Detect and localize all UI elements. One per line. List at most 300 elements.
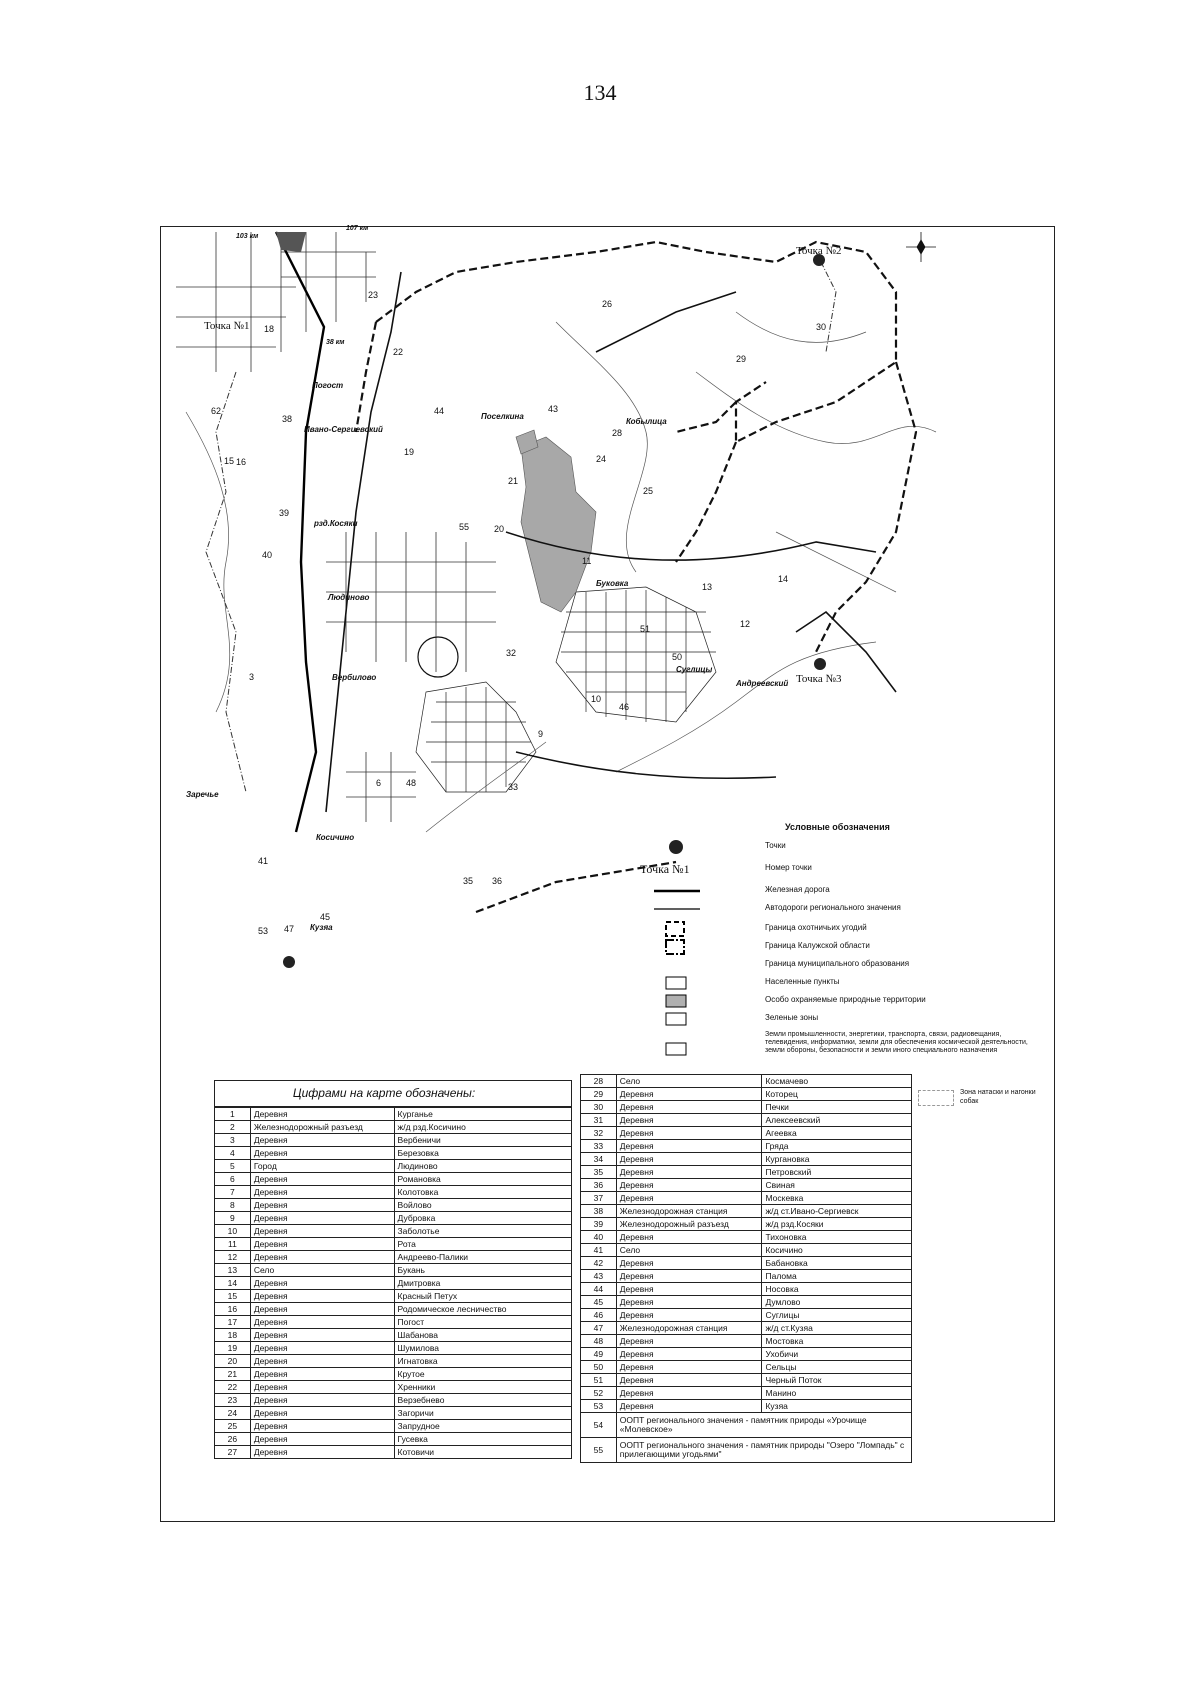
row-number-cell: 36 (581, 1179, 617, 1192)
name-cell: ж/д рзд.Косичино (394, 1121, 571, 1134)
type-cell: Деревня (250, 1329, 394, 1342)
name-cell: Колотовка (394, 1186, 571, 1199)
map-number: 41 (258, 856, 269, 866)
row-number-cell: 32 (581, 1127, 617, 1140)
row-number-cell: 35 (581, 1166, 617, 1179)
table-row (581, 1438, 912, 1463)
row-number-cell: 23 (215, 1394, 251, 1407)
map-number: 3 (249, 672, 255, 682)
table-row (215, 1329, 572, 1342)
row-number-cell: 12 (215, 1251, 251, 1264)
table-row (215, 1277, 572, 1290)
name-cell: Агеевка (762, 1127, 912, 1140)
type-cell: Деревня (250, 1199, 394, 1212)
name-cell: Шабанова (394, 1329, 571, 1342)
legend-row (640, 900, 1040, 918)
legend-row (640, 992, 1040, 1010)
name-cell: Косичино (762, 1244, 912, 1257)
row-number-cell: 45 (581, 1296, 617, 1309)
type-cell: Деревня (616, 1127, 762, 1140)
name-cell: Москевка (762, 1192, 912, 1205)
type-cell: Деревня (616, 1270, 762, 1283)
type-cell: Деревня (616, 1153, 762, 1166)
legend-label: Железная дорога (765, 885, 830, 894)
row-number-cell: 1 (215, 1108, 251, 1121)
railway (276, 232, 324, 832)
place-label: Заречье (186, 790, 219, 799)
map-number: 22 (393, 347, 404, 357)
point-label-2: Точка №2 (796, 245, 842, 257)
type-cell: Деревня (250, 1316, 394, 1329)
hunting-border-line (640, 920, 700, 938)
row-number-cell: 54 (581, 1413, 617, 1438)
table-row (215, 1264, 572, 1277)
table-row (581, 1075, 912, 1088)
table-row (581, 1296, 912, 1309)
protected-area (516, 430, 596, 612)
map-number: 35 (463, 876, 474, 886)
row-number-cell: 19 (215, 1342, 251, 1355)
settlement-box (640, 974, 700, 992)
row-number-cell: 27 (215, 1446, 251, 1459)
place-label: Погост (312, 381, 344, 390)
table-row (581, 1088, 912, 1101)
table-row (581, 1231, 912, 1244)
place-label: Кобылица (626, 417, 667, 426)
type-cell: Деревня (250, 1303, 394, 1316)
row-number-cell: 3 (215, 1134, 251, 1147)
row-number-cell: 11 (215, 1238, 251, 1251)
map-number: 36 (492, 876, 503, 886)
type-cell: Деревня (250, 1394, 394, 1407)
map-number: 30 (816, 322, 827, 332)
place-label: Людиново (328, 593, 370, 602)
type-cell: Деревня (250, 1407, 394, 1420)
type-cell: Деревня (616, 1166, 762, 1179)
legend-label: Точки (765, 841, 786, 850)
table-row (215, 1420, 572, 1433)
type-cell: Деревня (616, 1361, 762, 1374)
table-row (581, 1101, 912, 1114)
row-number-cell: 26 (215, 1433, 251, 1446)
legend-row (640, 938, 1040, 956)
row-number-cell: 9 (215, 1212, 251, 1225)
table-row (581, 1218, 912, 1231)
table-row (581, 1166, 912, 1179)
legend-label: Населенные пункты (765, 977, 840, 986)
legend-label: Граница муниципального образования (765, 959, 910, 968)
table-row (215, 1108, 572, 1121)
table-row (215, 1199, 572, 1212)
map-number: 16 (236, 457, 247, 467)
table-row (581, 1335, 912, 1348)
place-label: Суглицы (676, 665, 713, 674)
map-number: 50 (672, 652, 683, 662)
table-caption: Цифрами на карте обозначены: (292, 1086, 476, 1100)
type-cell: Деревня (250, 1186, 394, 1199)
type-cell: Деревня (616, 1114, 762, 1127)
name-cell: Хренники (394, 1381, 571, 1394)
type-cell: Деревня (250, 1147, 394, 1160)
name-cell: ж/д ст.Кузяа (762, 1322, 912, 1335)
type-cell: Деревня (616, 1387, 762, 1400)
row-number-cell: 25 (215, 1420, 251, 1433)
type-cell: Деревня (250, 1368, 394, 1381)
table-row (581, 1413, 912, 1438)
name-cell: Мостовка (762, 1335, 912, 1348)
type-cell: Деревня (616, 1296, 762, 1309)
table-row (215, 1212, 572, 1225)
name-cell: Палома (762, 1270, 912, 1283)
regional-road-line (640, 900, 700, 918)
point-dot-icon (640, 838, 700, 856)
legend-label: Автодороги регионального значения (765, 903, 901, 912)
type-cell: Деревня (616, 1257, 762, 1270)
table-row (581, 1127, 912, 1140)
row-number-cell: 10 (215, 1225, 251, 1238)
name-cell: Гусевка (394, 1433, 571, 1446)
map-number: 55 (459, 522, 470, 532)
name-cell: Вербеничи (394, 1134, 571, 1147)
legend-row (640, 838, 1040, 856)
point-dot-icon (814, 658, 826, 670)
municipal-border-line (640, 956, 700, 974)
type-cell: Деревня (250, 1225, 394, 1238)
type-cell: Деревня (250, 1420, 394, 1433)
type-cell: Деревня (250, 1134, 394, 1147)
map-number: 12 (740, 619, 751, 629)
table-row (215, 1316, 572, 1329)
map-number: 51 (640, 624, 651, 634)
place-label: Андреевский (736, 679, 789, 688)
name-cell: ж/д ст.Ивано-Сергиевск (762, 1205, 912, 1218)
place-label: Косичино (316, 833, 355, 842)
legend-row (640, 860, 1040, 878)
name-cell: Дубровка (394, 1212, 571, 1225)
name-cell: Романовка (394, 1173, 571, 1186)
name-cell: Шумилова (394, 1342, 571, 1355)
name-cell: Крутое (394, 1368, 571, 1381)
type-cell: Деревня (616, 1348, 762, 1361)
row-number-cell: 52 (581, 1387, 617, 1400)
legend-label: Граница Калужской области (765, 941, 870, 950)
legend-label: Номер точки (765, 863, 812, 872)
name-cell: Кургановка (762, 1153, 912, 1166)
legend-table-right (580, 1074, 912, 1463)
row-number-cell: 6 (215, 1173, 251, 1186)
name-cell: Войлово (394, 1199, 571, 1212)
name-cell: Думлово (762, 1296, 912, 1309)
legend-label: Земли промышленности, энергетики, транспорта, связи, радиовещания, телевидения, информатики, земли для обеспечения космической деятельности, земли обороны, безопасности и земли иного специального назначения (765, 1031, 1028, 1054)
type-cell: Железнодорожная станция (616, 1205, 762, 1218)
name-cell: Печки (762, 1101, 912, 1114)
place-label: Вербилово (332, 673, 377, 682)
row-number-cell: 28 (581, 1075, 617, 1088)
table-row (215, 1303, 572, 1316)
map-number: 25 (643, 486, 654, 496)
map-number: 33 (508, 782, 519, 792)
type-cell: Железнодорожный разъезд (250, 1121, 394, 1134)
name-cell: Верзебнево (394, 1394, 571, 1407)
row-number-cell: 13 (215, 1264, 251, 1277)
table-row (581, 1400, 912, 1413)
row-number-cell: 41 (581, 1244, 617, 1257)
point-number-sample: Точка №1 (640, 862, 690, 876)
table-row (581, 1153, 912, 1166)
row-number-cell: 24 (215, 1407, 251, 1420)
table-row (581, 1140, 912, 1153)
table-row (215, 1134, 572, 1147)
table-row (581, 1205, 912, 1218)
name-cell: Загоричи (394, 1407, 571, 1420)
row-number-cell: 51 (581, 1374, 617, 1387)
legend-row (640, 956, 1040, 974)
table-row (215, 1407, 572, 1420)
row-number-cell: 47 (581, 1322, 617, 1335)
type-cell: Деревня (250, 1108, 394, 1121)
compass-icon (906, 232, 936, 262)
type-cell: Деревня (250, 1446, 394, 1459)
map-number: 40 (262, 550, 273, 560)
row-number-cell: 22 (215, 1381, 251, 1394)
name-cell: Андреево-Палики (394, 1251, 571, 1264)
map-number: 19 (404, 447, 415, 457)
row-number-cell: 44 (581, 1283, 617, 1296)
extra-legend-label: Зона натаски и нагонки собак (960, 1089, 1036, 1105)
map-number: 62 (211, 406, 222, 416)
legend-row (640, 882, 1040, 900)
dog-training-zone-icon (918, 1090, 954, 1106)
type-cell: Город (250, 1160, 394, 1173)
type-cell: Деревня (616, 1179, 762, 1192)
regional-roads (326, 272, 896, 812)
name-cell: Погост (394, 1316, 571, 1329)
table-row (581, 1387, 912, 1400)
legend-label: Зеленые зоны (765, 1013, 819, 1022)
table-row (581, 1283, 912, 1296)
type-cell: Деревня (250, 1277, 394, 1290)
row-number-cell: 4 (215, 1147, 251, 1160)
type-cell: Деревня (616, 1309, 762, 1322)
type-cell: Деревня (250, 1251, 394, 1264)
table-row (215, 1121, 572, 1134)
table-row (215, 1290, 572, 1303)
type-cell: Деревня (250, 1238, 394, 1251)
row-number-cell: 43 (581, 1270, 617, 1283)
map-number: 24 (596, 454, 607, 464)
table-row (581, 1257, 912, 1270)
name-cell: Рота (394, 1238, 571, 1251)
table-row (581, 1361, 912, 1374)
row-number-cell: 53 (581, 1400, 617, 1413)
legend-table-left (214, 1107, 572, 1459)
km-label: 107 км (346, 225, 369, 232)
legend-row (640, 1028, 1040, 1068)
name-cell: Петровский (762, 1166, 912, 1179)
name-cell: Гряда (762, 1140, 912, 1153)
name-cell: Запрудное (394, 1420, 571, 1433)
map-number: 45 (320, 912, 331, 922)
table-row (215, 1225, 572, 1238)
name-cell: Алексеевский (762, 1114, 912, 1127)
map-number: 28 (612, 428, 623, 438)
legend-row (640, 1010, 1040, 1028)
legend-row (640, 974, 1040, 992)
map-number: 39 (279, 508, 290, 518)
table-row (581, 1244, 912, 1257)
table-row (581, 1322, 912, 1335)
name-cell: Букань (394, 1264, 571, 1277)
row-number-cell: 39 (581, 1218, 617, 1231)
row-number-cell: 16 (215, 1303, 251, 1316)
page-number: 134 (583, 80, 617, 105)
row-number-cell: 37 (581, 1192, 617, 1205)
type-cell: Деревня (616, 1192, 762, 1205)
table-row (581, 1348, 912, 1361)
point-label-3: Точка №3 (796, 673, 842, 685)
type-cell: Деревня (250, 1290, 394, 1303)
description-cell: ООПТ регионального значения - памятник природы «Урочище «Молевское» (616, 1413, 911, 1438)
row-number-cell: 55 (581, 1438, 617, 1463)
type-cell: Деревня (250, 1342, 394, 1355)
row-number-cell: 49 (581, 1348, 617, 1361)
name-cell: Тихоновка (762, 1231, 912, 1244)
name-cell: Которец (762, 1088, 912, 1101)
map-number: 38 (282, 414, 293, 424)
row-number-cell: 29 (581, 1088, 617, 1101)
table-row (215, 1446, 572, 1459)
name-cell: Заболотье (394, 1225, 571, 1238)
lake-circle (418, 637, 458, 677)
map-number: 47 (284, 924, 295, 934)
name-cell: Суглицы (762, 1309, 912, 1322)
point-dot-icon (283, 956, 295, 968)
row-number-cell: 7 (215, 1186, 251, 1199)
map-number: 15 (224, 456, 235, 466)
row-number-cell: 18 (215, 1329, 251, 1342)
row-number-cell: 48 (581, 1335, 617, 1348)
row-number-cell: 34 (581, 1153, 617, 1166)
table-row (215, 1238, 572, 1251)
name-cell: Котовичи (394, 1446, 571, 1459)
map-number: 21 (508, 476, 519, 486)
row-number-cell: 50 (581, 1361, 617, 1374)
row-number-cell: 5 (215, 1160, 251, 1173)
row-number-cell: 40 (581, 1231, 617, 1244)
name-cell: Космачево (762, 1075, 912, 1088)
map-number: 46 (619, 702, 630, 712)
name-cell: Курганье (394, 1108, 571, 1121)
row-number-cell: 42 (581, 1257, 617, 1270)
type-cell: Деревня (616, 1283, 762, 1296)
row-number-cell: 17 (215, 1316, 251, 1329)
type-cell: Село (250, 1264, 394, 1277)
type-cell: Деревня (250, 1381, 394, 1394)
name-cell: Родомическое лесничество (394, 1303, 571, 1316)
map-number: 23 (368, 290, 379, 300)
table-row (581, 1374, 912, 1387)
name-cell: Кузяа (762, 1400, 912, 1413)
place-label: Кузяа (310, 923, 333, 932)
row-number-cell: 33 (581, 1140, 617, 1153)
type-cell: Деревня (616, 1400, 762, 1413)
type-cell: Деревня (616, 1231, 762, 1244)
km-label: 103 км (236, 233, 259, 240)
settlement-area (416, 587, 716, 792)
table-row (215, 1173, 572, 1186)
map-number: 53 (258, 926, 269, 936)
map-number: 11 (582, 556, 592, 566)
map-number: 18 (264, 324, 275, 334)
table-row (581, 1192, 912, 1205)
row-number-cell: 30 (581, 1101, 617, 1114)
map-number: 9 (538, 729, 544, 739)
table-row (215, 1342, 572, 1355)
settlement-block (276, 232, 306, 252)
type-cell: Деревня (616, 1140, 762, 1153)
row-number-cell: 31 (581, 1114, 617, 1127)
legend-label: Особо охраняемые природные территории (765, 995, 926, 1004)
map-number: 14 (778, 574, 789, 584)
legend-title: Условные обозначения (785, 822, 890, 832)
type-cell: Железнодорожный разъезд (616, 1218, 762, 1231)
map-number: 6 (376, 778, 382, 788)
name-cell: Красный Петух (394, 1290, 571, 1303)
kaluga-border-line (640, 938, 700, 956)
name-cell: Людиново (394, 1160, 571, 1173)
map-number: 13 (702, 582, 713, 592)
map-number: 26 (602, 299, 613, 309)
name-cell: Носовка (762, 1283, 912, 1296)
name-cell: Сельцы (762, 1361, 912, 1374)
green-zone-box (640, 1010, 700, 1028)
map-number: 10 (591, 694, 602, 704)
map-number: 48 (406, 778, 417, 788)
point-label-1: Точка №1 (204, 320, 250, 332)
table-row (581, 1270, 912, 1283)
place-label: рзд.Косяки (314, 519, 358, 528)
name-cell: Манино (762, 1387, 912, 1400)
table-row (215, 1381, 572, 1394)
name-cell: Березовка (394, 1147, 571, 1160)
table-row (581, 1114, 912, 1127)
table-row (215, 1355, 572, 1368)
table-row (215, 1368, 572, 1381)
hunting-border (356, 242, 916, 912)
name-cell: Свиная (762, 1179, 912, 1192)
type-cell: Село (616, 1244, 762, 1257)
map-number: 43 (548, 404, 559, 414)
table-row (581, 1179, 912, 1192)
table-row (215, 1433, 572, 1446)
protected-area-box (640, 992, 700, 1010)
name-cell: Черный Поток (762, 1374, 912, 1387)
type-cell: Деревня (616, 1374, 762, 1387)
name-cell: Ухобичи (762, 1348, 912, 1361)
km-label: 38 км (326, 339, 345, 346)
name-cell: Дмитровка (394, 1277, 571, 1290)
name-cell: Игнатовка (394, 1355, 571, 1368)
table-row (581, 1309, 912, 1322)
row-number-cell: 46 (581, 1309, 617, 1322)
map-number: 29 (736, 354, 747, 364)
table-row (215, 1147, 572, 1160)
map-number: 44 (434, 406, 445, 416)
legend-label: Граница охотничьих угодий (765, 923, 867, 932)
table-row (215, 1186, 572, 1199)
row-number-cell: 20 (215, 1355, 251, 1368)
place-label: Буковка (596, 579, 629, 588)
